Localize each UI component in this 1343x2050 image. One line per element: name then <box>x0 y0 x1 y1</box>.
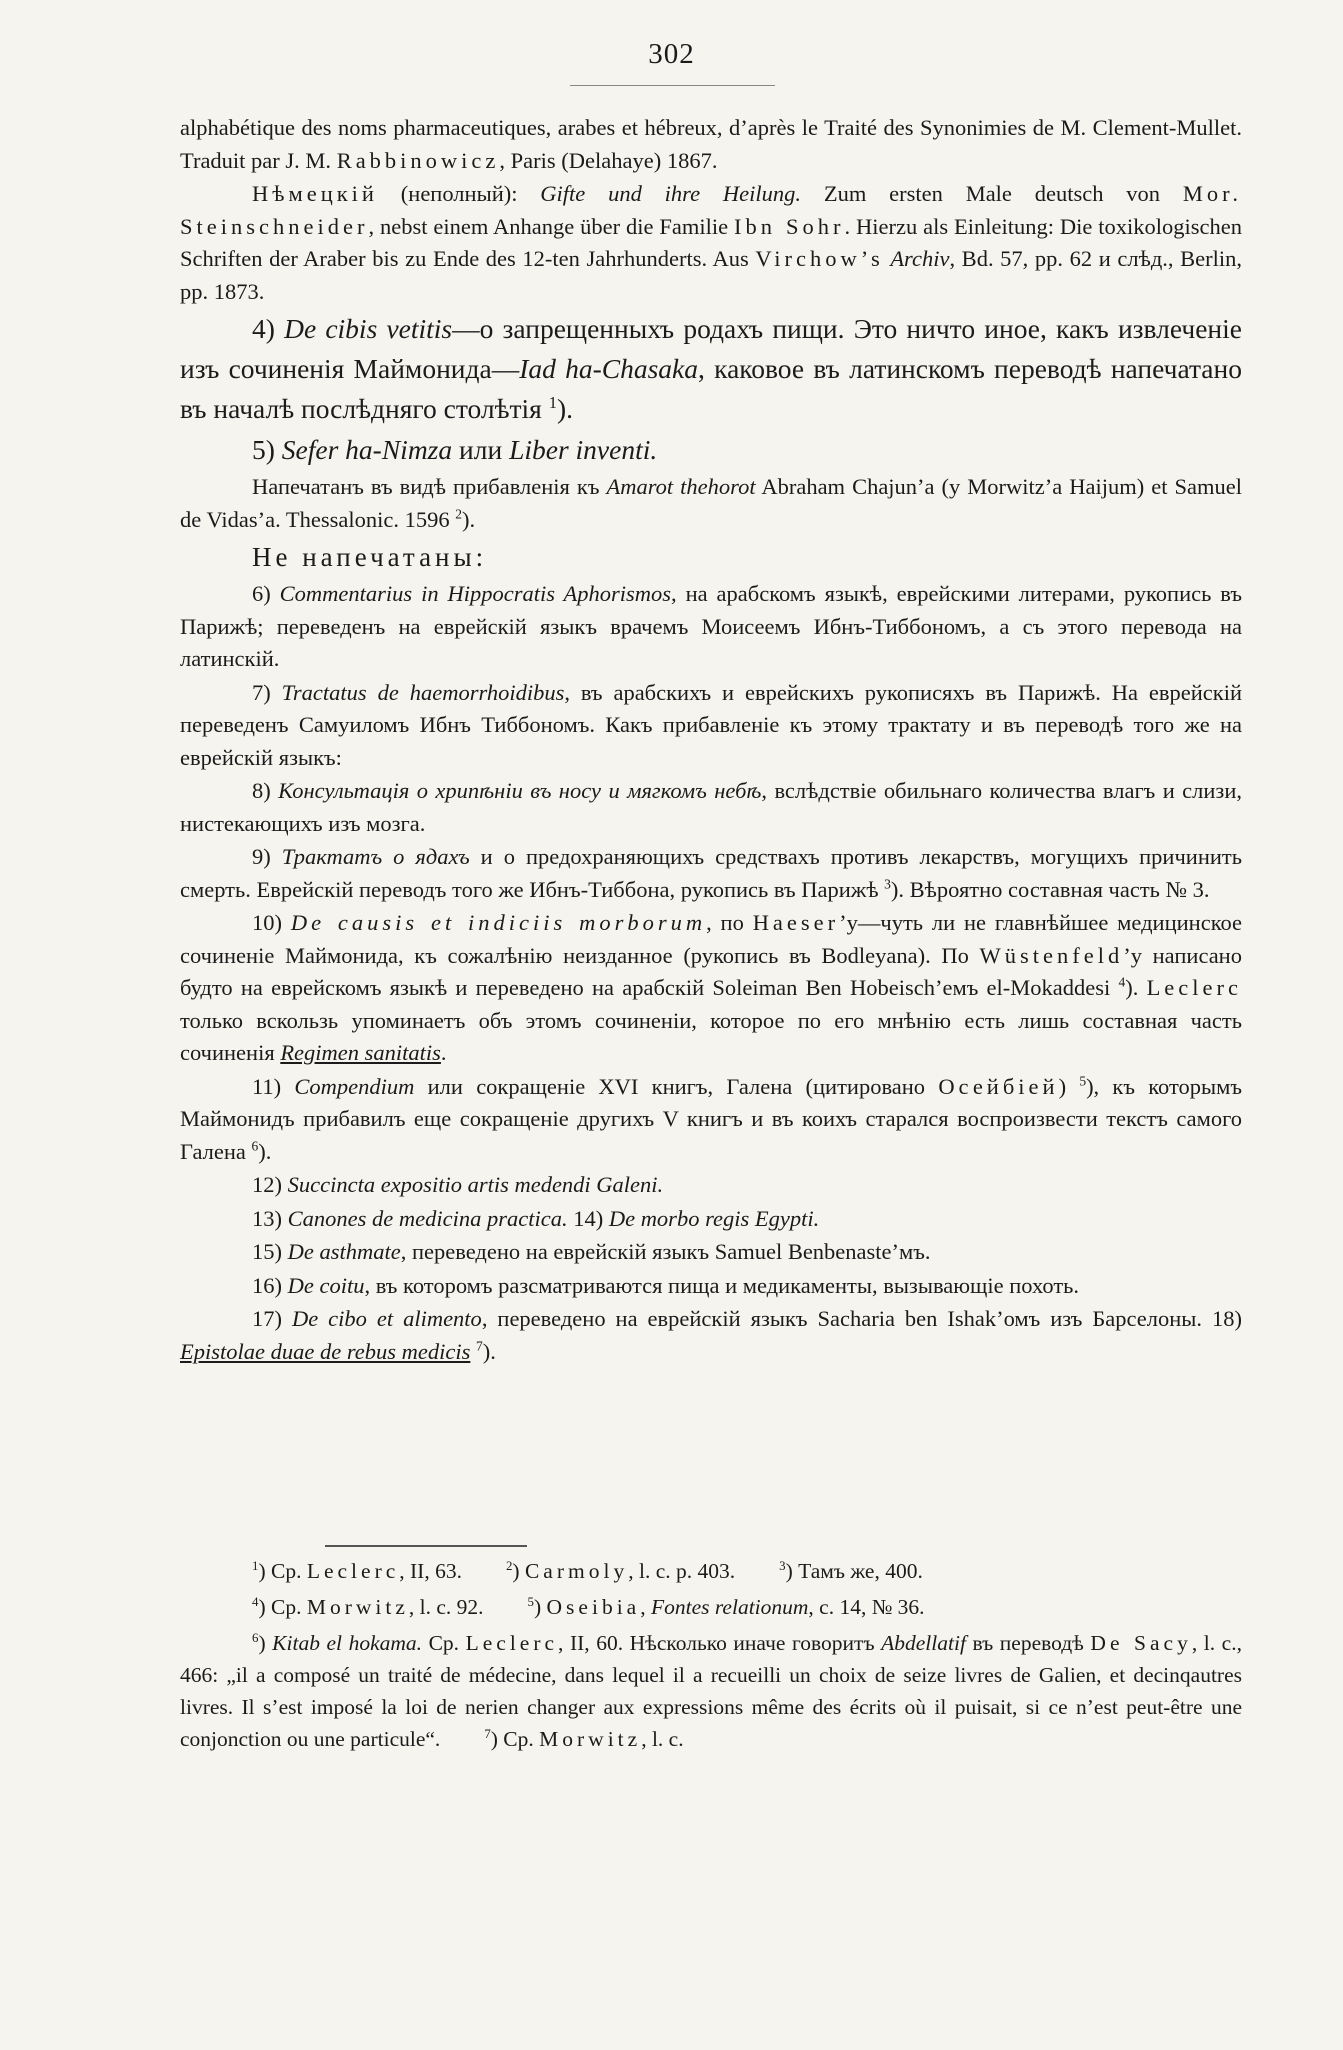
footnote-marker: 5 <box>527 1594 534 1609</box>
italic-title: Tractatus de haemorrhoidibus <box>281 679 565 705</box>
paragraph-item-15 <box>180 1236 1242 1269</box>
text-run: , l. c. p. 403. <box>628 1559 736 1583</box>
text-run: 13) <box>252 1205 288 1231</box>
text-run: , l. c., 466: „il a composé un traité de médecine, dans lequel il a recueilli un choix de seize livres de Galien, et decinqautres livres. Il s’est imposé la loi de nerien changer aux expressions même des écrits où il puisait, si ce n’est peut-être une conjonction ou une particule“. <box>180 1631 1242 1751</box>
spaced-name: Ibn Sohr <box>734 213 845 239</box>
text-run: , nebst einem Anhange über die Familie <box>368 213 735 239</box>
footnote-marker: 4 <box>1118 974 1126 990</box>
footnote-marker: 2 <box>505 1558 513 1573</box>
spaced-name: Wüstenfeld <box>979 942 1124 968</box>
paragraph-item-13-14 <box>180 1203 1242 1236</box>
text-run: ) <box>533 1595 547 1619</box>
spaced-name: Haeser <box>752 910 840 935</box>
spaced-name: Leclerc <box>1146 975 1242 1000</box>
paragraph-item-16 <box>180 1270 1242 1303</box>
page-number: 302 <box>648 38 695 70</box>
spaced-name: Virchow’s <box>755 246 884 271</box>
text-run: 14) <box>567 1205 609 1231</box>
footnote-marker: 1 <box>548 392 557 412</box>
italic-title: Трактатъ о ядахъ <box>281 844 470 869</box>
italic-title: Kitab el hokama. <box>272 1631 423 1655</box>
paragraph-german <box>180 178 1242 308</box>
text-run: 6) <box>252 581 280 606</box>
italic-title: De asthmate <box>287 1239 401 1264</box>
text-run: только вскользь упоминаетъ объ этомъ сочиненіи, которое по его мнѣнію есть лишь составная часть сочиненія <box>180 1007 1242 1065</box>
paragraph-not-printed-heading <box>180 537 1242 577</box>
spaced-name: Осейбіей <box>938 1073 1059 1099</box>
footnote-marker: 1 <box>252 1558 259 1573</box>
paragraph-item-6 <box>180 578 1242 676</box>
text-run: ). <box>258 1138 272 1164</box>
paragraph-item-12 <box>180 1169 1242 1202</box>
text-run: Ср. <box>422 1631 466 1655</box>
spaced-name: Carmoly <box>524 1559 629 1583</box>
paragraph-item-11 <box>180 1071 1242 1169</box>
text-run: и о предохраняющихъ средствахъ противъ лекарствъ, могущихъ причинить смерть. Еврейскій переводъ того же Ибнъ-Тиббона, рукопись въ Парижѣ <box>180 844 1242 902</box>
spaced-name: De Sacy <box>1090 1631 1192 1655</box>
paragraph-item-7 <box>180 677 1242 775</box>
italic-title: Succincta expositio artis medendi Galeni. <box>287 1172 664 1197</box>
italic-title: Epistolae duae de rebus medicis <box>180 1338 471 1364</box>
text-run: , каковое въ латинскомъ переводѣ напечатано въ началѣ послѣдняго столѣтія <box>180 353 1242 424</box>
text-run: ). <box>462 506 476 532</box>
spaced-name: Morwitz <box>306 1595 409 1619</box>
italic-title: Commentarius in Hippocratis Aphorismos <box>279 581 672 606</box>
footnote-marker: 6 <box>251 1138 259 1153</box>
spaced-name: Leclerc <box>465 1631 559 1655</box>
spaced-name: Leclerc <box>306 1559 400 1583</box>
footnote-marker: 5 <box>1079 1073 1087 1088</box>
spaced-name: Morwitz <box>539 1727 642 1751</box>
footnote-marker: 6 <box>252 1630 259 1645</box>
italic-title: Compendium <box>294 1073 415 1099</box>
text-run: —о запрещенныхъ родахъ пищи. Это ничто иное, какъ извлеченіе изъ сочиненія Маймонида— <box>180 313 1242 384</box>
paragraph-item-9 <box>180 841 1242 906</box>
text-run: ) <box>1058 1073 1080 1099</box>
text-run: (неполный): <box>377 181 541 206</box>
text-run: Abraham Chajun’a (у Morwitz’a Haijum) et Samuel de Vidas’a. Thessalonic. 1596 <box>180 474 1242 532</box>
text-run: или <box>452 434 510 465</box>
paragraph-item-4 <box>180 309 1242 429</box>
text-run: , Bd. 57, pp. 62 и слѣд., Berlin, pp. 1873. <box>180 246 1242 304</box>
italic-title: Liber inventi. <box>509 434 658 465</box>
text-run: 9) <box>252 844 282 869</box>
paragraph-item-10 <box>180 907 1242 1070</box>
footnote-6-7 <box>180 1627 1242 1755</box>
text-run: ), къ которымъ Маймонидъ прибавилъ еще сокращеніе другихъ V книгъ и въ коихъ старался воспроизвести текстъ самого Галена <box>180 1073 1242 1164</box>
text-run: , по <box>706 910 753 935</box>
text-run: 10) <box>252 910 291 935</box>
footnote-marker: 3 <box>779 1558 786 1573</box>
footnote-marker: 2 <box>455 506 463 521</box>
italic-title: Amarot thehorot <box>606 474 756 499</box>
spaced-name: Oseibia <box>546 1595 641 1619</box>
text-run: , II, 60. Нѣсколько иначе говоритъ <box>558 1631 882 1655</box>
text-run: , II, 63. <box>399 1559 462 1583</box>
text-run: Не напечатаны: <box>252 542 488 572</box>
text-run: ) <box>512 1559 525 1583</box>
footnote-separator <box>325 1545 527 1547</box>
footnote-marker: 7 <box>475 1338 483 1353</box>
text-run: . <box>440 1040 447 1065</box>
spaced-name: Rabbinowicz <box>336 147 500 173</box>
text-run: 17) <box>252 1306 292 1331</box>
italic-title: Fontes relationum <box>650 1595 809 1619</box>
text-run: , l. c. 92. <box>408 1595 484 1619</box>
italic-title: De causis et indiciis morborum <box>290 910 707 935</box>
text-run: 12) <box>252 1172 288 1197</box>
text-run: или сокращеніе XVI книгъ, Галена (цитировано <box>414 1073 939 1099</box>
text-run: ) Тамъ же, 400. <box>785 1559 923 1583</box>
text-run: , въ которомъ разсматриваются пища и медикаменты, вызывающіе похоть. <box>364 1272 1080 1298</box>
text-run: ) <box>258 1631 273 1655</box>
italic-title: De coitu <box>287 1272 365 1298</box>
italic-title: Canones de medicina practica. <box>287 1205 568 1231</box>
text-run: , на арабскомъ языкѣ, еврейскими литерами, рукопись въ Парижѣ; переведенъ на еврейскій языкъ врачемъ Моисеемъ Ибнъ-Тиббономъ, а съ этого перевода на латинскій. <box>180 581 1243 671</box>
text-run: 4) <box>252 313 285 344</box>
footnotes <box>180 1555 1242 1759</box>
text-run: ’у—чуть ли не главнѣйшее медицинское сочиненіе Маймонида, къ сожалѣнію неизданное (рукопись въ Bodleyana). По <box>180 910 1242 968</box>
body-text <box>180 112 1242 1369</box>
italic-title: Gifte und ihre Heilung. <box>540 181 802 206</box>
text-run: ). <box>556 393 573 424</box>
italic-title: Regimen sanitatis <box>280 1040 441 1065</box>
text-run: 7) <box>252 679 282 705</box>
text-run: ) Ср. <box>490 1727 540 1751</box>
text-run: ). Вѣроятно составная часть № 3. <box>890 876 1210 902</box>
text-run: , вслѣдствіе обильнаго количества влагъ и слизи, нистекающихъ изъ мозга. <box>180 778 1242 836</box>
text-run: въ переводѣ <box>965 1631 1091 1655</box>
text-run: , l. c. <box>641 1727 684 1751</box>
italic-title: Abdellatif <box>881 1631 966 1655</box>
text-run: alphabétique des noms pharmaceutiques, arabes et hébreux, d’après le Traité des Synonimies de M. Clement-Mullet. Traduit par J. M. <box>180 115 1242 173</box>
italic-title: De cibo et alimento <box>291 1306 482 1331</box>
text-run: , Paris (Delahaye) 1867. <box>499 147 718 173</box>
footnote-marker: 4 <box>252 1594 259 1609</box>
text-run: ). <box>1125 975 1147 1000</box>
spaced-name: Mor. Steinschneider <box>180 181 1242 239</box>
text-run: . Hierzu als Einleitung: Die toxikologischen Schriften der Araber bis zu Ende des 12-ten Jahrhunderts. Aus <box>180 213 1242 271</box>
paragraph-item-5-printed <box>180 471 1242 536</box>
spaced-name: Нѣмецкій <box>252 181 378 206</box>
italic-title: De cibis vetitis <box>284 313 453 344</box>
text-run: , <box>640 1595 651 1619</box>
footnote-marker: 7 <box>484 1726 491 1741</box>
paragraph-item-5 <box>180 430 1242 470</box>
paragraph-continuation <box>180 112 1242 177</box>
footnote-1-2-3 <box>180 1555 1242 1587</box>
paragraph-item-8 <box>180 775 1242 840</box>
paragraph-item-17-18 <box>180 1303 1242 1368</box>
text-run: 15) <box>252 1239 288 1264</box>
text-run: , въ арабскихъ и еврейскихъ рукописяхъ въ Парижѣ. На еврейскій переведенъ Самуиломъ Ибнъ Тиббономъ. Какъ прибавленіе къ этому трактату и въ переводѣ того же на еврейскій языкъ: <box>180 679 1243 770</box>
text-run: , переведено на еврейскій языкъ Samuel Benbenaste’мъ. <box>400 1239 931 1264</box>
italic-title: De morbo regis Egypti. <box>608 1205 820 1231</box>
text-run: ’у написано будто на еврейскомъ языкѣ и переведено на арабскій Soleiman Ben Hobeisch’емъ el-Mokaddesi <box>180 942 1242 1000</box>
text-run: , переведено на еврейскій языкъ Sacharia ben Ishak’омъ изъ Барселоны. 18) <box>481 1306 1242 1331</box>
page-number-rule <box>570 85 775 86</box>
italic-title: Iad ha-Chasaka <box>519 353 699 384</box>
footnote-marker: 3 <box>884 876 891 891</box>
text-run: Zum ersten Male deutsch von <box>801 181 1183 206</box>
italic-title: Консультація о хрипѣніи въ носу и мягкомъ небѣ <box>278 778 762 803</box>
text-run: ) Ср. <box>258 1595 307 1619</box>
italic-title: Archiv <box>890 246 950 271</box>
text-run: 5) <box>252 434 282 465</box>
footnote-4-5 <box>180 1591 1242 1623</box>
text-run: , c. 14, № 36. <box>808 1595 925 1619</box>
italic-title: Sefer ha-Nimza <box>281 434 453 465</box>
text-run: 11) <box>252 1073 295 1099</box>
text-run: Напечатанъ въ видѣ прибавленія къ <box>252 474 607 499</box>
text-run: 8) <box>252 778 279 803</box>
text-run: ). <box>482 1338 496 1364</box>
text-run: 16) <box>252 1272 288 1298</box>
text-run: ) Ср. <box>258 1559 307 1583</box>
